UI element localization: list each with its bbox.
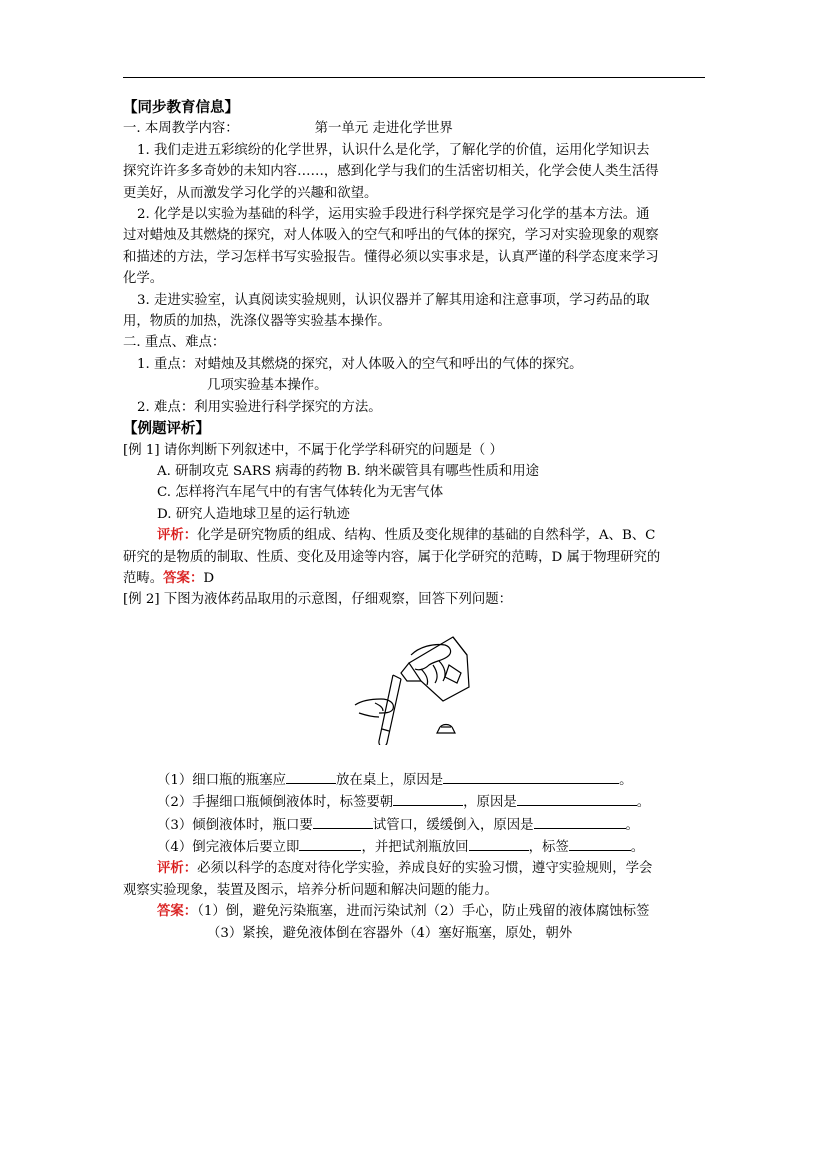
example-1-question: [例 1] 请你判断下列叙述中，不属于化学学科研究的问题是（ ） bbox=[123, 442, 503, 458]
week-content-label: 一. 本周教学内容： bbox=[123, 121, 239, 137]
example-2-question: [例 2] 下图为液体药品取用的示意图，仔细观察，回答下列问题： bbox=[123, 592, 513, 608]
example-1-option-c: C. 怎样将汽车尾气中的有害气体转化为无害气体 bbox=[157, 485, 444, 501]
q4-text-c: ，标签 bbox=[528, 839, 569, 855]
example-1-analysis-line-2: 研究的是物质的制取、性质、变化及用途等内容，属于化学研究的范畴，D 属于物理研究的 bbox=[123, 549, 661, 565]
q3-blank-2[interactable] bbox=[534, 814, 626, 829]
q4-blank-3[interactable] bbox=[569, 836, 631, 851]
example-2-answer-line-1 bbox=[123, 901, 705, 922]
week-content-heading bbox=[123, 118, 705, 139]
q3-blank-1[interactable] bbox=[313, 814, 373, 829]
answer-label: 答案： bbox=[163, 569, 204, 586]
para-1-line-1: 1. 我们走进五彩缤纷的化学世界，认识什么是化学，了解化学的价值，运用化学知识去 bbox=[137, 142, 650, 158]
q3-text-c: 。 bbox=[625, 817, 639, 833]
analysis-label: 评析： bbox=[157, 527, 198, 544]
question-1 bbox=[123, 769, 705, 791]
example-1-analysis-line-3 bbox=[123, 568, 705, 589]
para-3-line-1: 3. 走进实验室，认真阅读实验规则，认识仪器并了解其用途和注意事项，学习药品的取 bbox=[137, 292, 650, 308]
para-2-line-3: 和描述的方法，学习怎样书写实验报告。懂得必须以实事求是，认真严谨的科学态度来学习 bbox=[123, 249, 659, 265]
analysis-text: 必须以科学的态度对待化学实验，养成良好的实验习惯，遵守实验规则，学会 bbox=[197, 861, 653, 877]
para-2-line-1: 2. 化学是以实验为基础的科学，运用实验手段进行科学探究是学习化学的基本方法。通 bbox=[137, 207, 650, 223]
answer-value: D bbox=[203, 570, 215, 586]
analysis-text: 化学是研究物质的组成、结构、性质及变化规律的基础的自然科学，A、B、C bbox=[197, 528, 656, 544]
example-1-analysis-line-1 bbox=[123, 525, 705, 546]
section-title: 【同步教育信息】 bbox=[123, 99, 239, 116]
analysis-text-end: 范畴。 bbox=[123, 570, 164, 586]
q1-text-b: 放在桌上，原因是 bbox=[336, 772, 444, 788]
analysis-label: 评析： bbox=[157, 860, 198, 877]
example-2-analysis-line-1 bbox=[123, 858, 705, 879]
q1-text-c: 。 bbox=[619, 772, 633, 788]
answer-text: （1）倒，避免污染瓶塞，进而污染试剂（2）手心，防止残留的液体腐蚀标签 bbox=[197, 904, 650, 920]
q3-text-a: （3）倾倒液体时，瓶口要 bbox=[157, 817, 313, 833]
question-3 bbox=[123, 814, 705, 836]
para-1-line-3: 更美好，从而激发学习化学的兴趣和欲望。 bbox=[123, 185, 378, 201]
q2-blank-2[interactable] bbox=[517, 791, 637, 806]
q2-blank-1[interactable] bbox=[393, 791, 463, 806]
question-4 bbox=[123, 836, 705, 858]
q1-text-a: （1）细口瓶的瓶塞应 bbox=[157, 772, 287, 788]
q4-text-d: 。 bbox=[630, 839, 645, 855]
key-point-1-line-2: 几项实验基本操作。 bbox=[207, 378, 328, 394]
para-1-line-2: 探究许许多多奇妙的未知内容……，感到化学与我们的生活密切相关，化学会使人类生活得 bbox=[123, 164, 659, 180]
q2-text-c: 。 bbox=[636, 795, 651, 811]
key-point-2: 2. 难点：利用实验进行科学探究的方法。 bbox=[137, 399, 382, 415]
liquid-pouring-illustration bbox=[349, 625, 499, 745]
liquid-pouring-figure bbox=[123, 619, 705, 769]
q1-blank-2[interactable] bbox=[443, 769, 619, 784]
example-2-analysis-line-2: 观察实验现象，装置及图示，培养分析问题和解决问题的能力。 bbox=[123, 882, 498, 898]
answer-label: 答案： bbox=[157, 903, 198, 920]
examples-heading: 【例题评析】 bbox=[123, 420, 210, 438]
para-3-line-2: 用，物质的加热，洗涤仪器等实验基本操作。 bbox=[123, 314, 391, 330]
q4-text-b: ，并把试剂瓶放回 bbox=[361, 839, 469, 855]
document-body bbox=[123, 97, 705, 944]
para-2-line-4: 化学。 bbox=[123, 271, 164, 287]
q2-text-b: ，原因是 bbox=[463, 795, 517, 811]
example-2-answer-line-2: （3）紧挨，避免液体倒在容器外（4）塞好瓶塞，原处，朝外 bbox=[207, 925, 573, 941]
example-1-option-d: D. 研究人造地球卫星的运行轨迹 bbox=[157, 506, 350, 522]
q4-blank-1[interactable] bbox=[299, 836, 361, 851]
header-rule bbox=[123, 77, 705, 78]
unit-title: 第一单元 走进化学世界 bbox=[314, 121, 453, 137]
para-2-line-2: 过对蜡烛及其燃烧的探究，对人体吸入的空气和呼出的气体的探究，学习对实验现象的观察 bbox=[123, 228, 659, 244]
key-point-1-line-1: 1. 重点：对蜡烛及其燃烧的探究，对人体吸入的空气和呼出的气体的探究。 bbox=[137, 356, 583, 372]
q2-text-a: （2）手握细口瓶倾倒液体时，标签要朝 bbox=[157, 795, 394, 811]
q1-blank-1[interactable] bbox=[286, 769, 336, 784]
q3-text-b: 试管口，缓缓倒入，原因是 bbox=[372, 817, 534, 833]
key-points-heading: 二. 重点、难点： bbox=[123, 335, 226, 351]
q4-blank-2[interactable] bbox=[469, 836, 529, 851]
question-2 bbox=[123, 791, 705, 813]
q4-text-a: （4）倒完液体后要立即 bbox=[157, 839, 300, 855]
example-1-options-ab: A. 研制攻克 SARS 病毒的药物 B. 纳米碳管具有哪些性质和用途 bbox=[157, 463, 539, 479]
